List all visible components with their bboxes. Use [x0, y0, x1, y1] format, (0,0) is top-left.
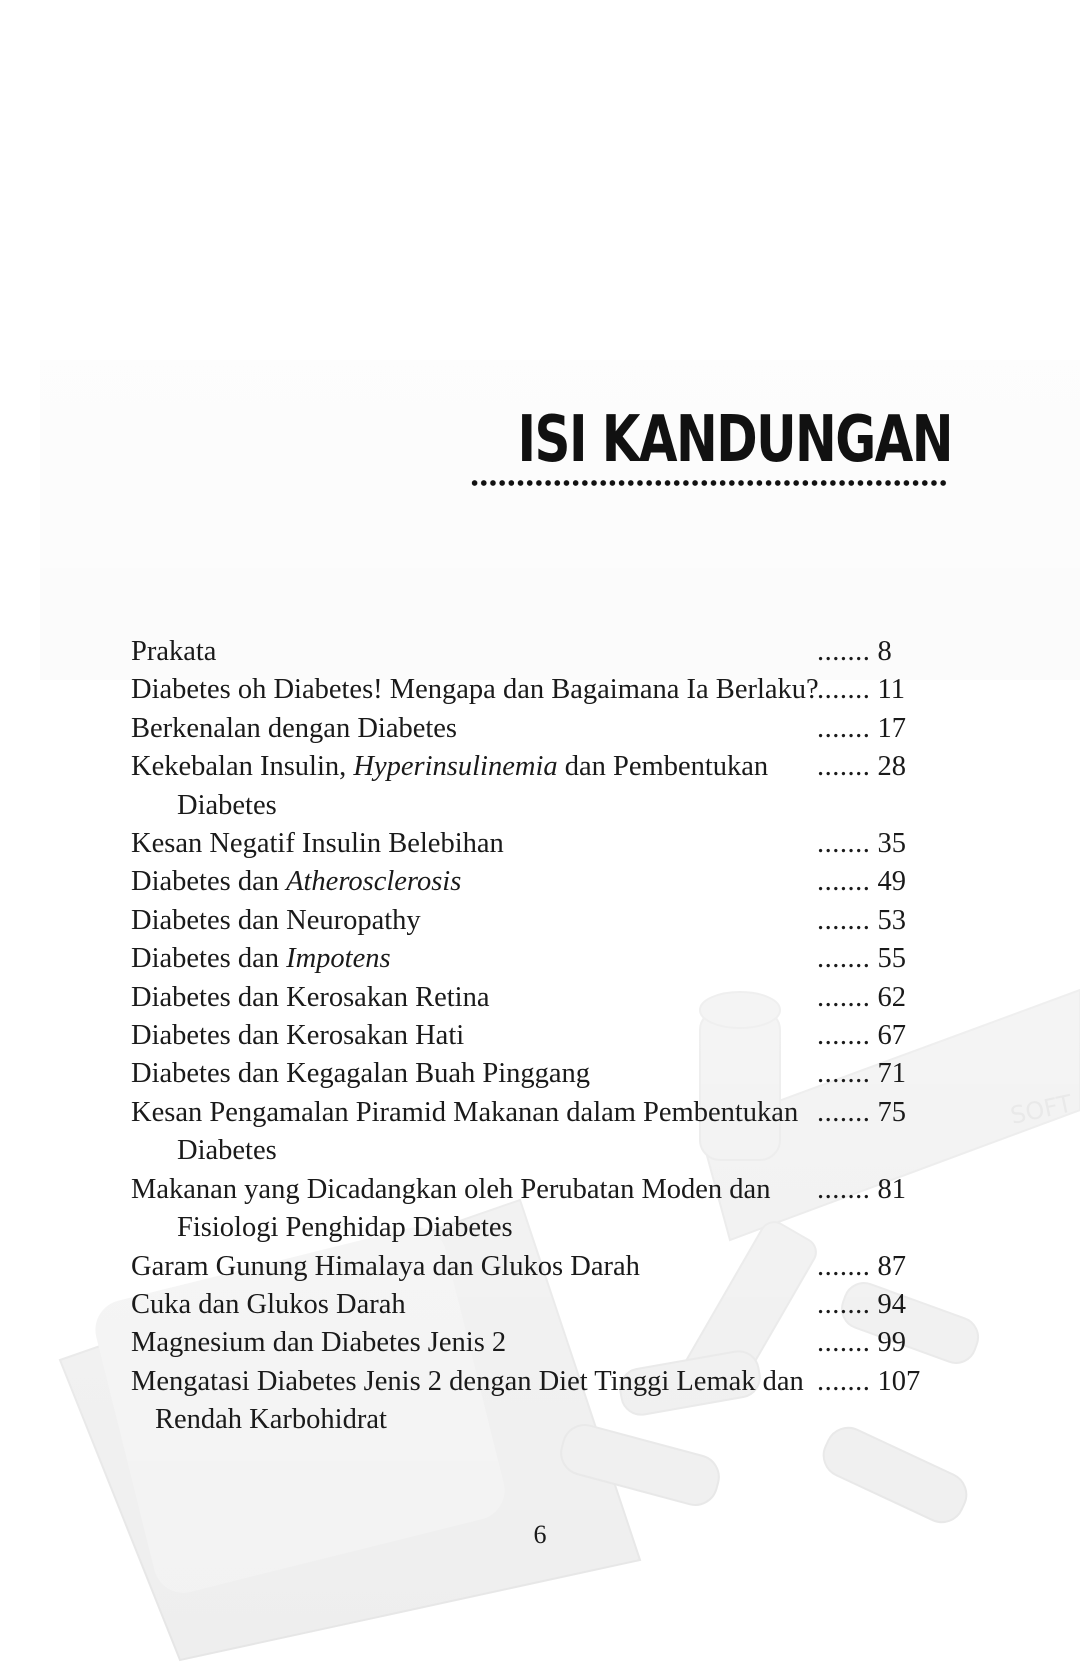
toc-entry-page: ....... 11 [817, 674, 905, 706]
toc-entry-title: Kesan Pengamalan Piramid Makanan dalam Pembentukan Diabetes [131, 1096, 799, 1167]
toc-entry[interactable] [131, 633, 951, 671]
toc-entry-page: ....... 94 [817, 1288, 906, 1320]
toc-entry[interactable] [131, 1094, 951, 1171]
toc-entry-title: Diabetes oh Diabetes! Mengapa dan Bagaimana Ia Berlaku? [131, 674, 819, 706]
toc-entry-page: ....... 49 [817, 866, 906, 898]
toc-entry-page: ....... 81 [817, 1173, 906, 1205]
toc-entry-page: ....... 62 [817, 981, 906, 1013]
toc-entry[interactable] [131, 1055, 951, 1093]
toc-entry[interactable] [131, 710, 951, 748]
toc-entry-page: ....... 87 [817, 1250, 906, 1282]
toc-entry-title: Diabetes dan Kerosakan Hati [131, 1020, 465, 1052]
toc-entry-title: Makanan yang Dicadangkan oleh Perubatan Moden dan Fisiologi Penghidap Diabetes [131, 1173, 771, 1244]
toc-entry[interactable] [131, 940, 951, 978]
toc-entry[interactable] [131, 1017, 951, 1055]
toc-entry[interactable] [131, 748, 951, 825]
page-number: 6 [533, 1520, 547, 1549]
title-dotted-underline [470, 480, 948, 486]
toc-entry[interactable] [131, 1286, 951, 1324]
toc-entry-title: Magnesium dan Diabetes Jenis 2 [131, 1327, 507, 1359]
toc-entry[interactable] [131, 1248, 951, 1286]
toc-entry-page: ....... 35 [817, 828, 906, 860]
toc-entry-title: Kekebalan Insulin, Hyperinsulinemia dan Pembentukan Diabetes [131, 751, 769, 821]
toc-entry-title: Cuka dan Glukos Darah [131, 1288, 406, 1320]
toc-entry-title: Diabetes dan Atherosclerosis [131, 866, 462, 898]
toc-entry-title: Prakata [131, 636, 217, 667]
toc-entry-title: Mengatasi Diabetes Jenis 2 dengan Diet Tinggi Lemak dan Rendah Karbohidrat [131, 1365, 804, 1436]
toc-entry-title: Kesan Negatif Insulin Belebihan [131, 828, 504, 860]
toc-entry-title: Diabetes dan Impotens [131, 943, 391, 975]
toc-entry-page: ....... 99 [817, 1327, 906, 1359]
toc-entry[interactable] [131, 825, 951, 863]
toc-entry-page: ....... 53 [817, 904, 906, 936]
toc-entry-title: Diabetes dan Neuropathy [131, 904, 421, 936]
toc-entry-title: Diabetes dan Kegagalan Buah Pinggang [131, 1058, 591, 1090]
toc-entry[interactable] [131, 902, 951, 940]
toc-entry[interactable] [131, 1363, 951, 1440]
toc-entry-title: Garam Gunung Himalaya dan Glukos Darah [131, 1250, 640, 1282]
watermark-text: SOFT [1007, 1089, 1075, 1130]
toc-entry-title: Berkenalan dengan Diabetes [131, 712, 458, 744]
toc-entry[interactable] [131, 979, 951, 1017]
toc-entry[interactable] [131, 671, 951, 709]
toc-entry-page: ....... 71 [817, 1058, 906, 1090]
toc-entry-page: ....... 67 [817, 1020, 906, 1052]
table-of-contents [131, 633, 951, 1440]
toc-entry-page: ....... 28 [817, 751, 906, 783]
toc-entry-page: ....... 107 [817, 1365, 921, 1397]
toc-entry-page: ....... 8 [817, 636, 892, 667]
page-title: ISI KANDUNGAN [517, 403, 952, 477]
toc-entry[interactable] [131, 1324, 951, 1362]
toc-entry[interactable] [131, 1171, 951, 1248]
toc-entry-page: ....... 55 [817, 943, 906, 975]
toc-entry-page: ....... 75 [817, 1096, 906, 1128]
toc-entry-page: ....... 17 [817, 712, 906, 744]
toc-entry-title: Diabetes dan Kerosakan Retina [131, 981, 490, 1013]
toc-entry[interactable] [131, 863, 951, 901]
